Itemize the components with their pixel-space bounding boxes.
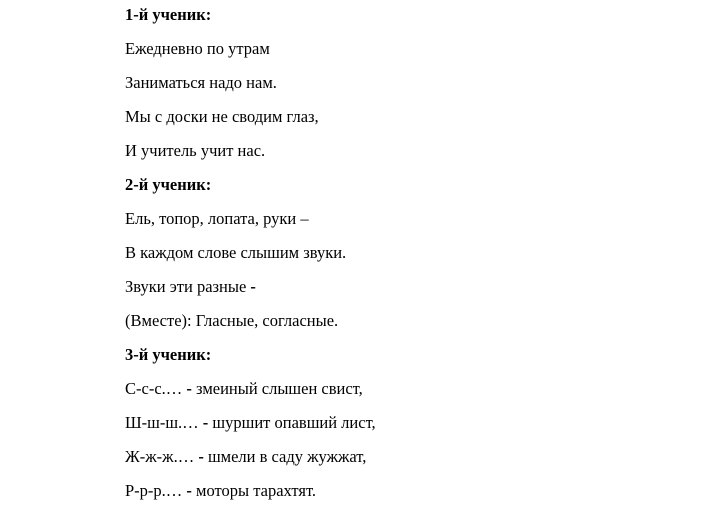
document-page [125,0,724,503]
stanza2-line-3-dash: - [250,277,256,296]
stanza3-line-1-text: змеиный слышен свист, [196,379,363,398]
stanza2-line-4: (Вместе): Гласные, согласные. [125,311,339,330]
stanza1-heading: 1-й ученик: [125,5,212,24]
stanza3-line-2-dash: - [202,413,209,432]
stanza3-line-2 [125,406,724,440]
stanza2-line-3-text: Звуки эти разные [125,277,247,296]
stanza1-line-1: Ежедневно по утрам [125,39,270,58]
stanza2-line-1: Ель, топор, лопата, руки – [125,209,309,228]
stanza1-line-4: И учитель учит нас. [125,141,266,160]
stanza3-line-1 [125,372,724,406]
stanza3-line-1-sound: С-с-с.… [125,379,183,398]
stanza3-line-3 [125,440,724,474]
stanza3-line-3-text: шмели в саду жужжат, [207,447,367,466]
stanza3-line-2-text: шуршит опавший лист, [212,413,376,432]
stanza1-line-3: Мы с доски не сводим глаз, [125,107,319,126]
stanza3-heading: 3-й ученик: [125,345,212,364]
stanza3-line-4-dash: - [186,481,192,500]
stanza3-line-2-sound: Ш-ш-ш.… [125,413,199,432]
stanza3-line-4-text: моторы тарахтят. [196,481,317,500]
stanza3-line-3-sound: Ж-ж-ж.… [125,447,195,466]
stanza3-line-3-dash: - [198,447,204,466]
stanza2-line-2: В каждом слове слышим звуки. [125,243,347,262]
stanza2-line-3 [125,270,724,304]
stanza3-line-4-sound: Р-р-р.… [125,481,183,500]
stanza3-line-1-dash: - [186,379,192,398]
stanza2-heading: 2-й ученик: [125,175,212,194]
stanza1-line-2: Заниматься надо нам. [125,73,277,92]
